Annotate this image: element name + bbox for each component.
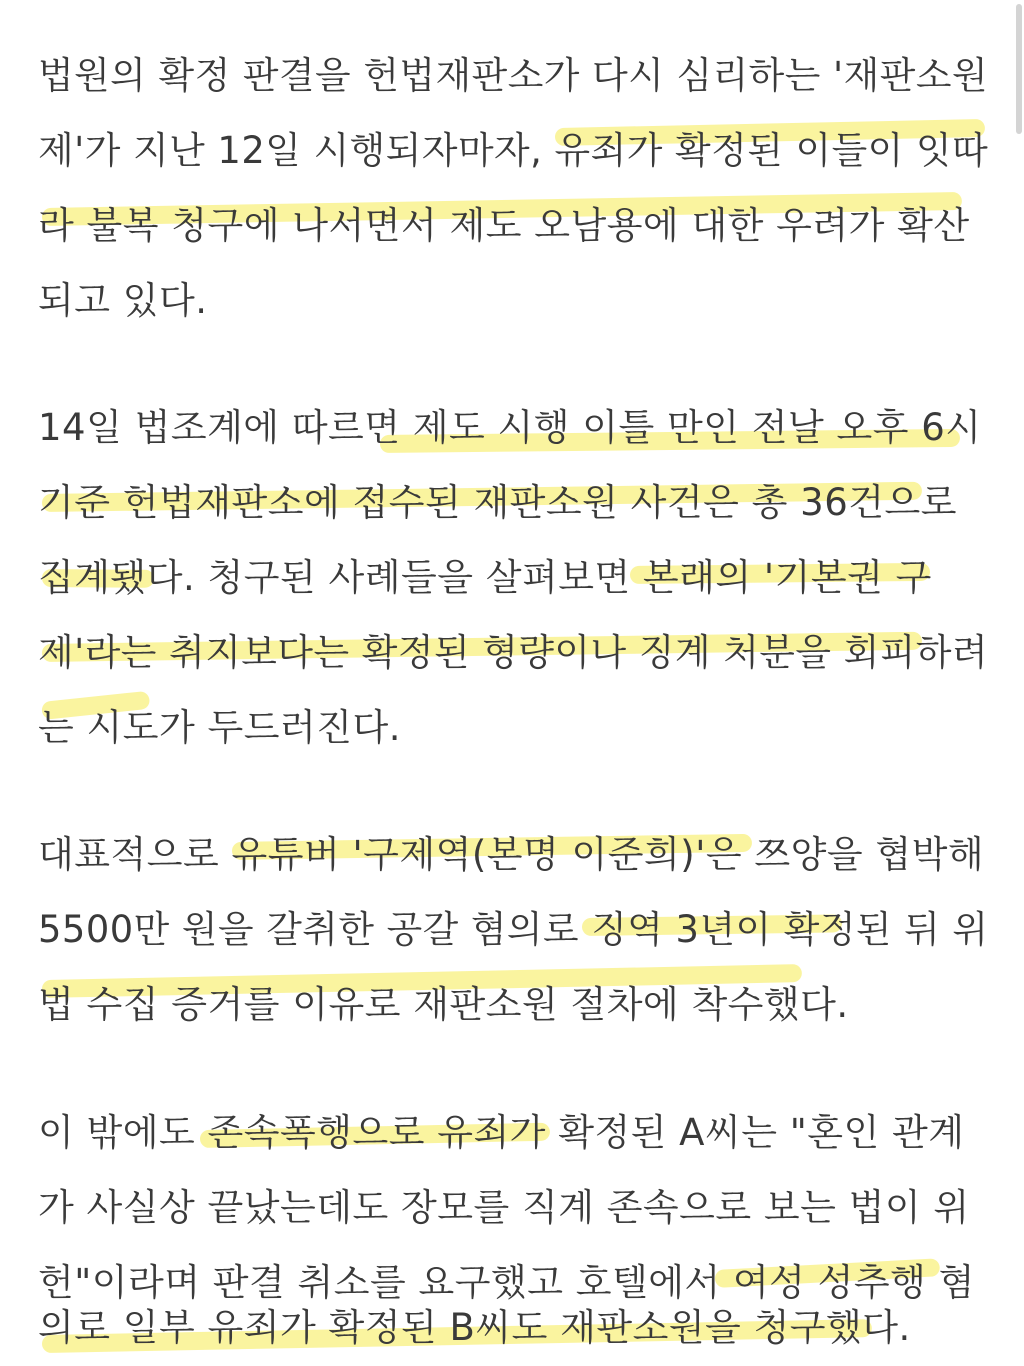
text-line: 이 밖에도 존속폭행으로 유죄가 확정된 A씨는 "혼인 관계 — [38, 1111, 965, 1154]
text-line: 되고 있다. — [38, 279, 208, 322]
text-line: 14일 법조계에 따르면 제도 시행 이틀 만인 전날 오후 6시 — [38, 406, 982, 449]
text-line: 제'라는 취지보다는 확정된 형량이나 징계 처분을 회피하려 — [38, 631, 989, 674]
text-line: 기준 헌법재판소에 접수된 재판소원 사건은 총 36건으로 — [38, 481, 957, 524]
text-line: 법 수집 증거를 이유로 재판소원 절차에 착수했다. — [38, 983, 849, 1026]
text-line: 라 불복 청구에 나서면서 제도 오남용에 대한 우려가 확산 — [38, 204, 970, 247]
text-line: 법원의 확정 판결을 헌법재판소가 다시 심리하는 '재판소원 — [38, 54, 989, 97]
scrollbar[interactable] — [1016, 4, 1022, 134]
text-line: 집계됐다. 청구된 사례들을 살펴보면 본래의 '기본권 구 — [38, 556, 932, 599]
text-line: 는 시도가 두드러진다. — [38, 706, 401, 749]
text-line: 제'가 지난 12일 시행되자마자, 유죄가 확정된 이들이 잇따 — [38, 129, 989, 172]
text-line: 5500만 원을 갈취한 공갈 혐의로 징역 3년이 확정된 뒤 위 — [38, 908, 989, 951]
text-line: 의로 일부 유죄가 확정된 B씨도 재판소원을 청구했다. — [38, 1306, 911, 1349]
text-line: 대표적으로 유튜버 '구제역(본명 이준희)'은 쯔양을 협박해 — [38, 833, 985, 876]
text-line: 가 사실상 끝났는데도 장모를 직계 존속으로 보는 법이 위 — [38, 1186, 970, 1229]
text-line: 헌"이라며 판결 취소를 요구했고 호텔에서 여성 성추행 혐 — [38, 1261, 975, 1304]
